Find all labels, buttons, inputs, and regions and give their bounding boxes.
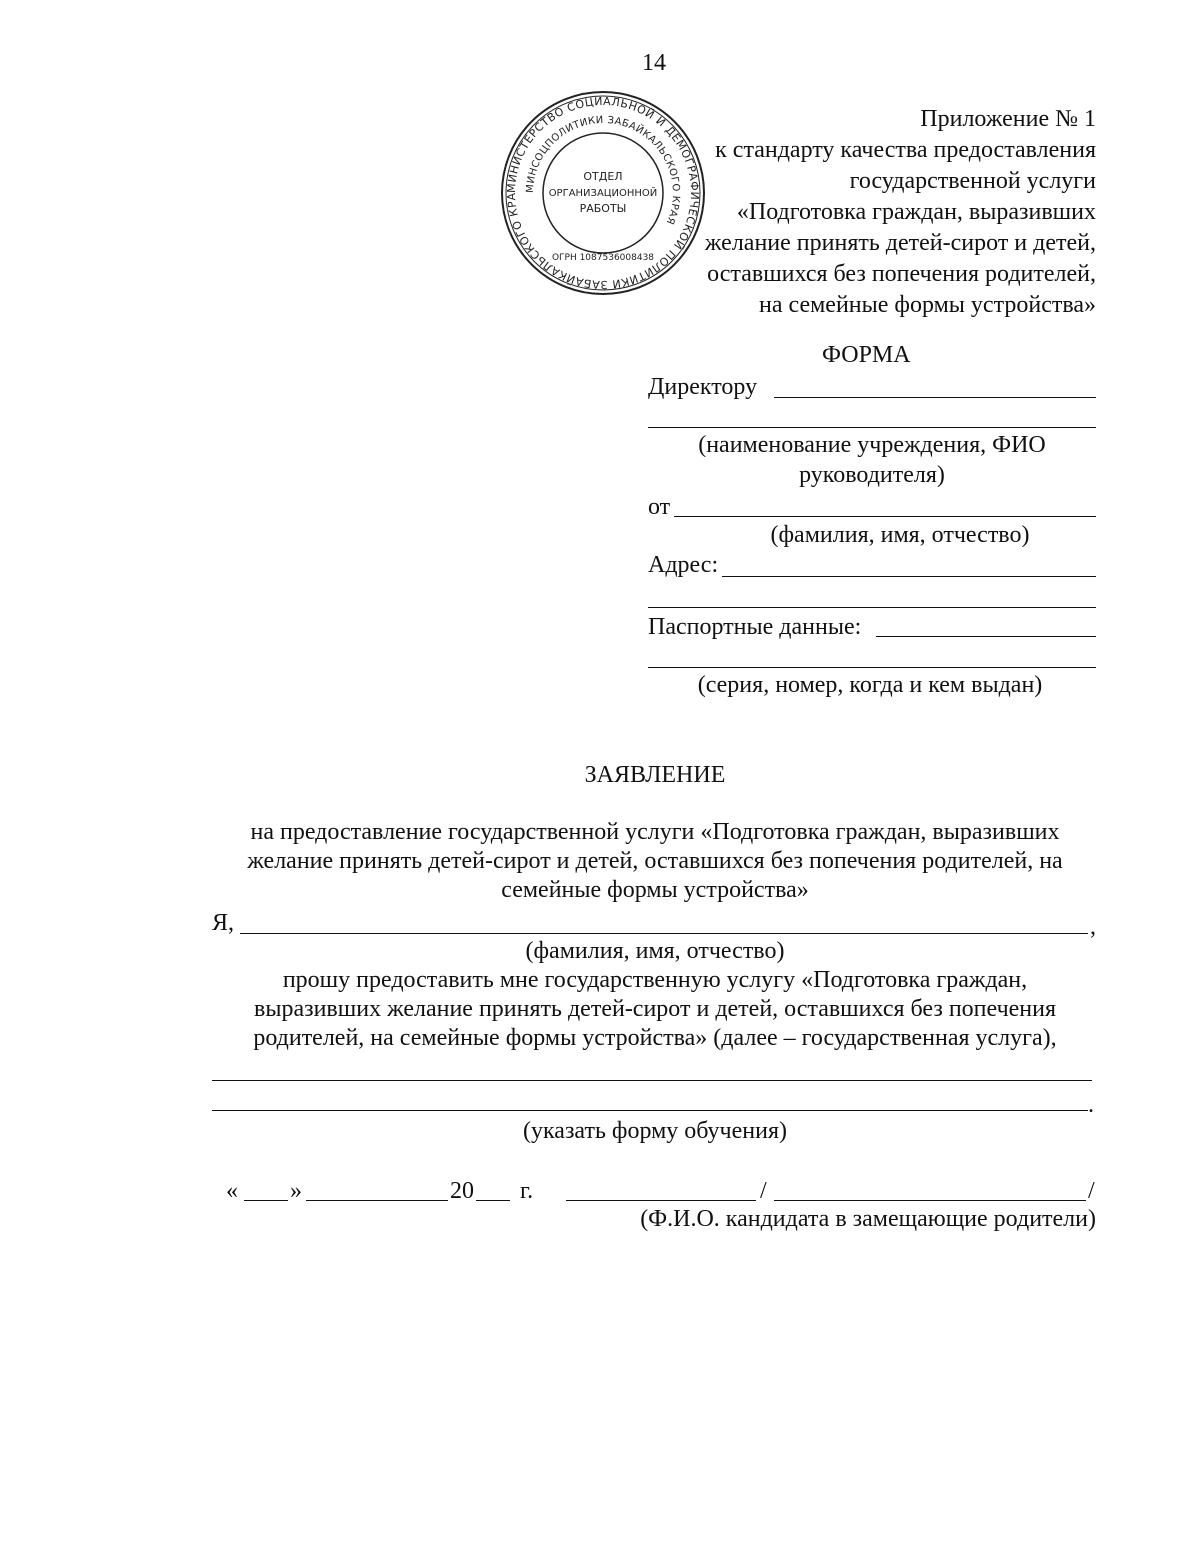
official-seal: [498, 88, 708, 298]
statement-title: ЗАЯВЛЕНИЕ: [584, 762, 726, 788]
director-field-line-2[interactable]: [648, 427, 1096, 428]
date-close-quote: »: [290, 1178, 302, 1204]
director-field-line[interactable]: [774, 397, 1096, 398]
annex-block: [705, 104, 1096, 321]
statement-subtitle: [180, 818, 1130, 905]
address-field-line[interactable]: [722, 576, 1096, 577]
training-form-caption: (указать форму обучения): [523, 1118, 787, 1144]
annex-line-2: к стандарту качества предоставления: [715, 137, 1096, 163]
statement-subtitle-line-1: на предоставление государственной услуги «Подготовка граждан, выразивших: [250, 819, 1060, 845]
date-year-suffix: г.: [520, 1178, 534, 1204]
request-text-line-3: родителей, на семейные формы устройства» (далее – государственная услуга),: [253, 1025, 1057, 1051]
statement-subtitle-line-2: желание принять детей-сирот и детей, оставшихся без попечения родителей, на: [247, 848, 1063, 874]
annex-line-5: желание принять детей-сирот и детей,: [704, 230, 1096, 256]
annex-line-1: Приложение № 1: [920, 106, 1096, 132]
director-label: Директору: [648, 374, 758, 400]
date-day-line[interactable]: [244, 1200, 288, 1201]
request-text: [180, 966, 1130, 1053]
applicant-prefix: Я,: [212, 910, 235, 936]
address-field-line-2[interactable]: [648, 607, 1096, 608]
annex-line-7: на семейные формы устройства»: [759, 292, 1096, 318]
address-label: Адрес:: [648, 552, 719, 578]
from-field-line[interactable]: [674, 516, 1096, 517]
date-year-prefix: 20: [450, 1178, 474, 1204]
request-text-line-2: выразивших желание принять детей-сирот и детей, оставшихся без попечения: [253, 996, 1057, 1022]
applicant-suffix: ,: [1090, 914, 1096, 940]
date-open-quote: «: [226, 1178, 238, 1204]
annex-line-6: оставшихся без попечения родителей,: [707, 261, 1096, 287]
from-caption: (фамилия, имя, отчество): [770, 522, 1030, 548]
passport-field-line[interactable]: [876, 636, 1096, 637]
annex-line-4: «Подготовка граждан, выразивших: [736, 199, 1096, 225]
seal-center-line-1: ОТДЕЛ: [583, 170, 623, 183]
seal-center-line-3: РАБОТЫ: [579, 202, 627, 215]
director-caption-1: (наименование учреждения, ФИО: [698, 432, 1046, 458]
passport-label: Паспортные данные:: [648, 614, 862, 640]
date-month-line[interactable]: [306, 1200, 448, 1201]
training-form-line-1[interactable]: [212, 1080, 1092, 1081]
form-title: ФОРМА: [822, 342, 911, 368]
signature-line[interactable]: [566, 1200, 756, 1201]
request-text-line-1: прошу предоставить мне государственную услугу «Подготовка граждан,: [282, 967, 1028, 993]
signature-slash-1: /: [760, 1178, 767, 1204]
training-form-end-mark: .: [1088, 1092, 1094, 1118]
statement-subtitle-line-3: семейные формы устройства»: [501, 877, 809, 903]
signature-name-line[interactable]: [774, 1200, 1086, 1201]
seal-outer-text: МИНИСТЕРСТВО СОЦИАЛЬНОЙ И ДЕМОГРАФИЧЕСКОЙ ПОЛИТИКИ ЗАБАЙКАЛЬСКОГО КРА: [504, 94, 702, 292]
seal-center-line-2: ОРГАНИЗАЦИОННОЙ: [548, 188, 658, 199]
training-form-line-2[interactable]: [212, 1110, 1088, 1111]
passport-caption: (серия, номер, когда и кем выдан): [697, 672, 1043, 698]
applicant-caption: (фамилия, имя, отчество): [525, 938, 785, 964]
signature-caption: (Ф.И.О. кандидата в замещающие родители): [640, 1206, 1096, 1232]
from-label: от: [648, 494, 671, 520]
director-caption-2: руководителя): [799, 462, 945, 488]
date-year-line[interactable]: [476, 1200, 510, 1201]
signature-slash-2: /: [1088, 1178, 1095, 1204]
applicant-name-line[interactable]: [240, 933, 1088, 934]
passport-field-line-2[interactable]: [648, 667, 1096, 668]
seal-ogrn: ОГРН 1087536008438: [551, 253, 655, 263]
seal-inner-text: МИНСОЦПОЛИТИКИ ЗАБАЙКАЛЬСКОГО КРАЯ: [524, 114, 682, 227]
annex-line-3: государственной услуги: [849, 168, 1096, 194]
page-number: 14: [642, 50, 666, 76]
